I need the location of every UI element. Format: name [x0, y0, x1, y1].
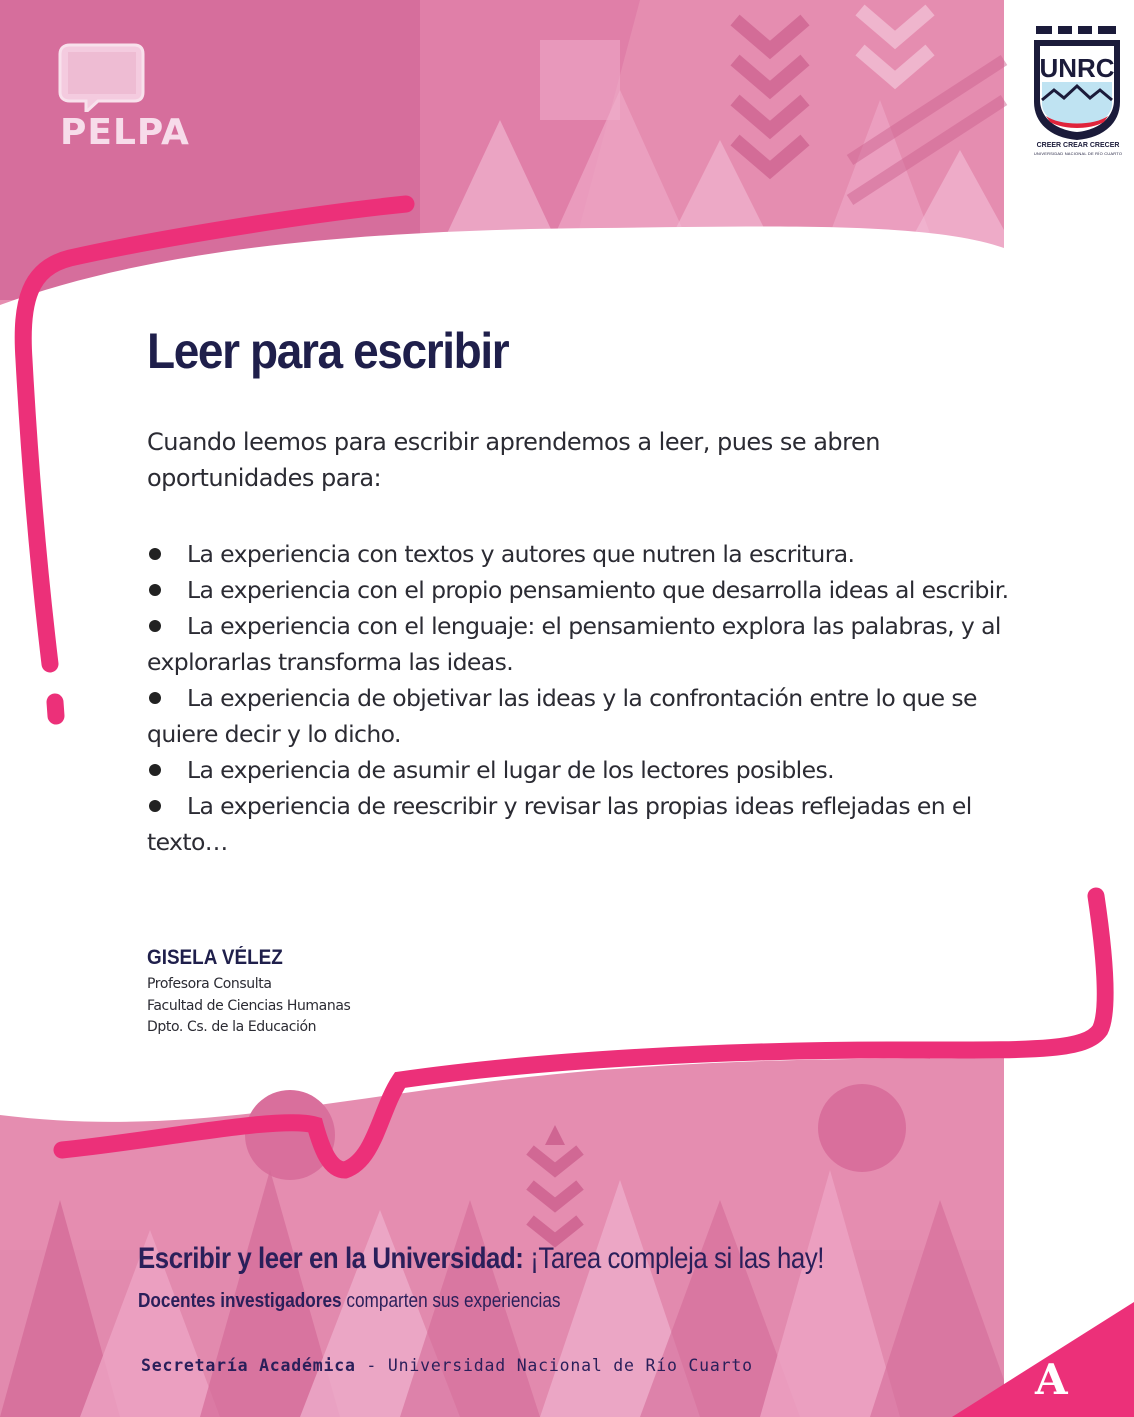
bullet-icon [149, 584, 161, 596]
author-role: Profesora Consulta [147, 976, 272, 992]
bullet-icon [149, 764, 161, 776]
corner-letter: A [1035, 1355, 1068, 1404]
footer-organization: Secretaría Académica - Universidad Nacional de Río Cuarto [141, 1356, 753, 1375]
bullet-icon [149, 620, 161, 632]
list-item: La experiencia de reescribir y revisar las propias ideas reflejadas en el texto… [147, 792, 972, 856]
list-item: La experiencia con textos y autores que nutren la escritura. [147, 536, 1037, 572]
list-item: La experiencia de objetivar las ideas y la confrontación entre lo que se quiere decir y lo dicho. [147, 684, 977, 748]
university-name: UNIVERSIDAD NACIONAL DE RÍO CUARTO [1033, 151, 1123, 156]
speech-bubble-icon [56, 42, 146, 112]
bullet-icon [149, 548, 161, 560]
university-logo-text: UNRC [1039, 53, 1115, 83]
article-intro: Cuando leemos para escribir aprendemos a leer, pues se abren oportunidades para: [147, 428, 880, 492]
university-motto: CREER CREAR CRECER [1036, 142, 1120, 149]
list-item: La experiencia con el lenguaje: el pensamiento explora las palabras, y al explorarlas transforma las ideas. [147, 612, 1001, 676]
bullet-icon [149, 800, 161, 812]
article-title: Leer para escribir [147, 323, 509, 379]
list-item: La experiencia de asumir el lugar de los lectores posibles. [147, 752, 1037, 788]
author-faculty: Facultad de Ciencias Humanas [147, 998, 351, 1014]
footer-subtitle: Docentes investigadores comparten sus experiencias [138, 1290, 561, 1312]
brand-name: PELPA [60, 112, 190, 153]
footer-title: Escribir y leer en la Universidad: ¡Tarea compleja si las hay! [138, 1242, 825, 1275]
bullet-list [147, 536, 1037, 860]
list-item: La experiencia con el propio pensamiento que desarrolla ideas al escribir. [147, 572, 1037, 608]
author-name: GISELA VÉLEZ [147, 946, 283, 969]
university-shield-icon [1030, 22, 1124, 142]
bullet-icon [149, 692, 161, 704]
author-department: Dpto. Cs. de la Educación [147, 1019, 317, 1035]
